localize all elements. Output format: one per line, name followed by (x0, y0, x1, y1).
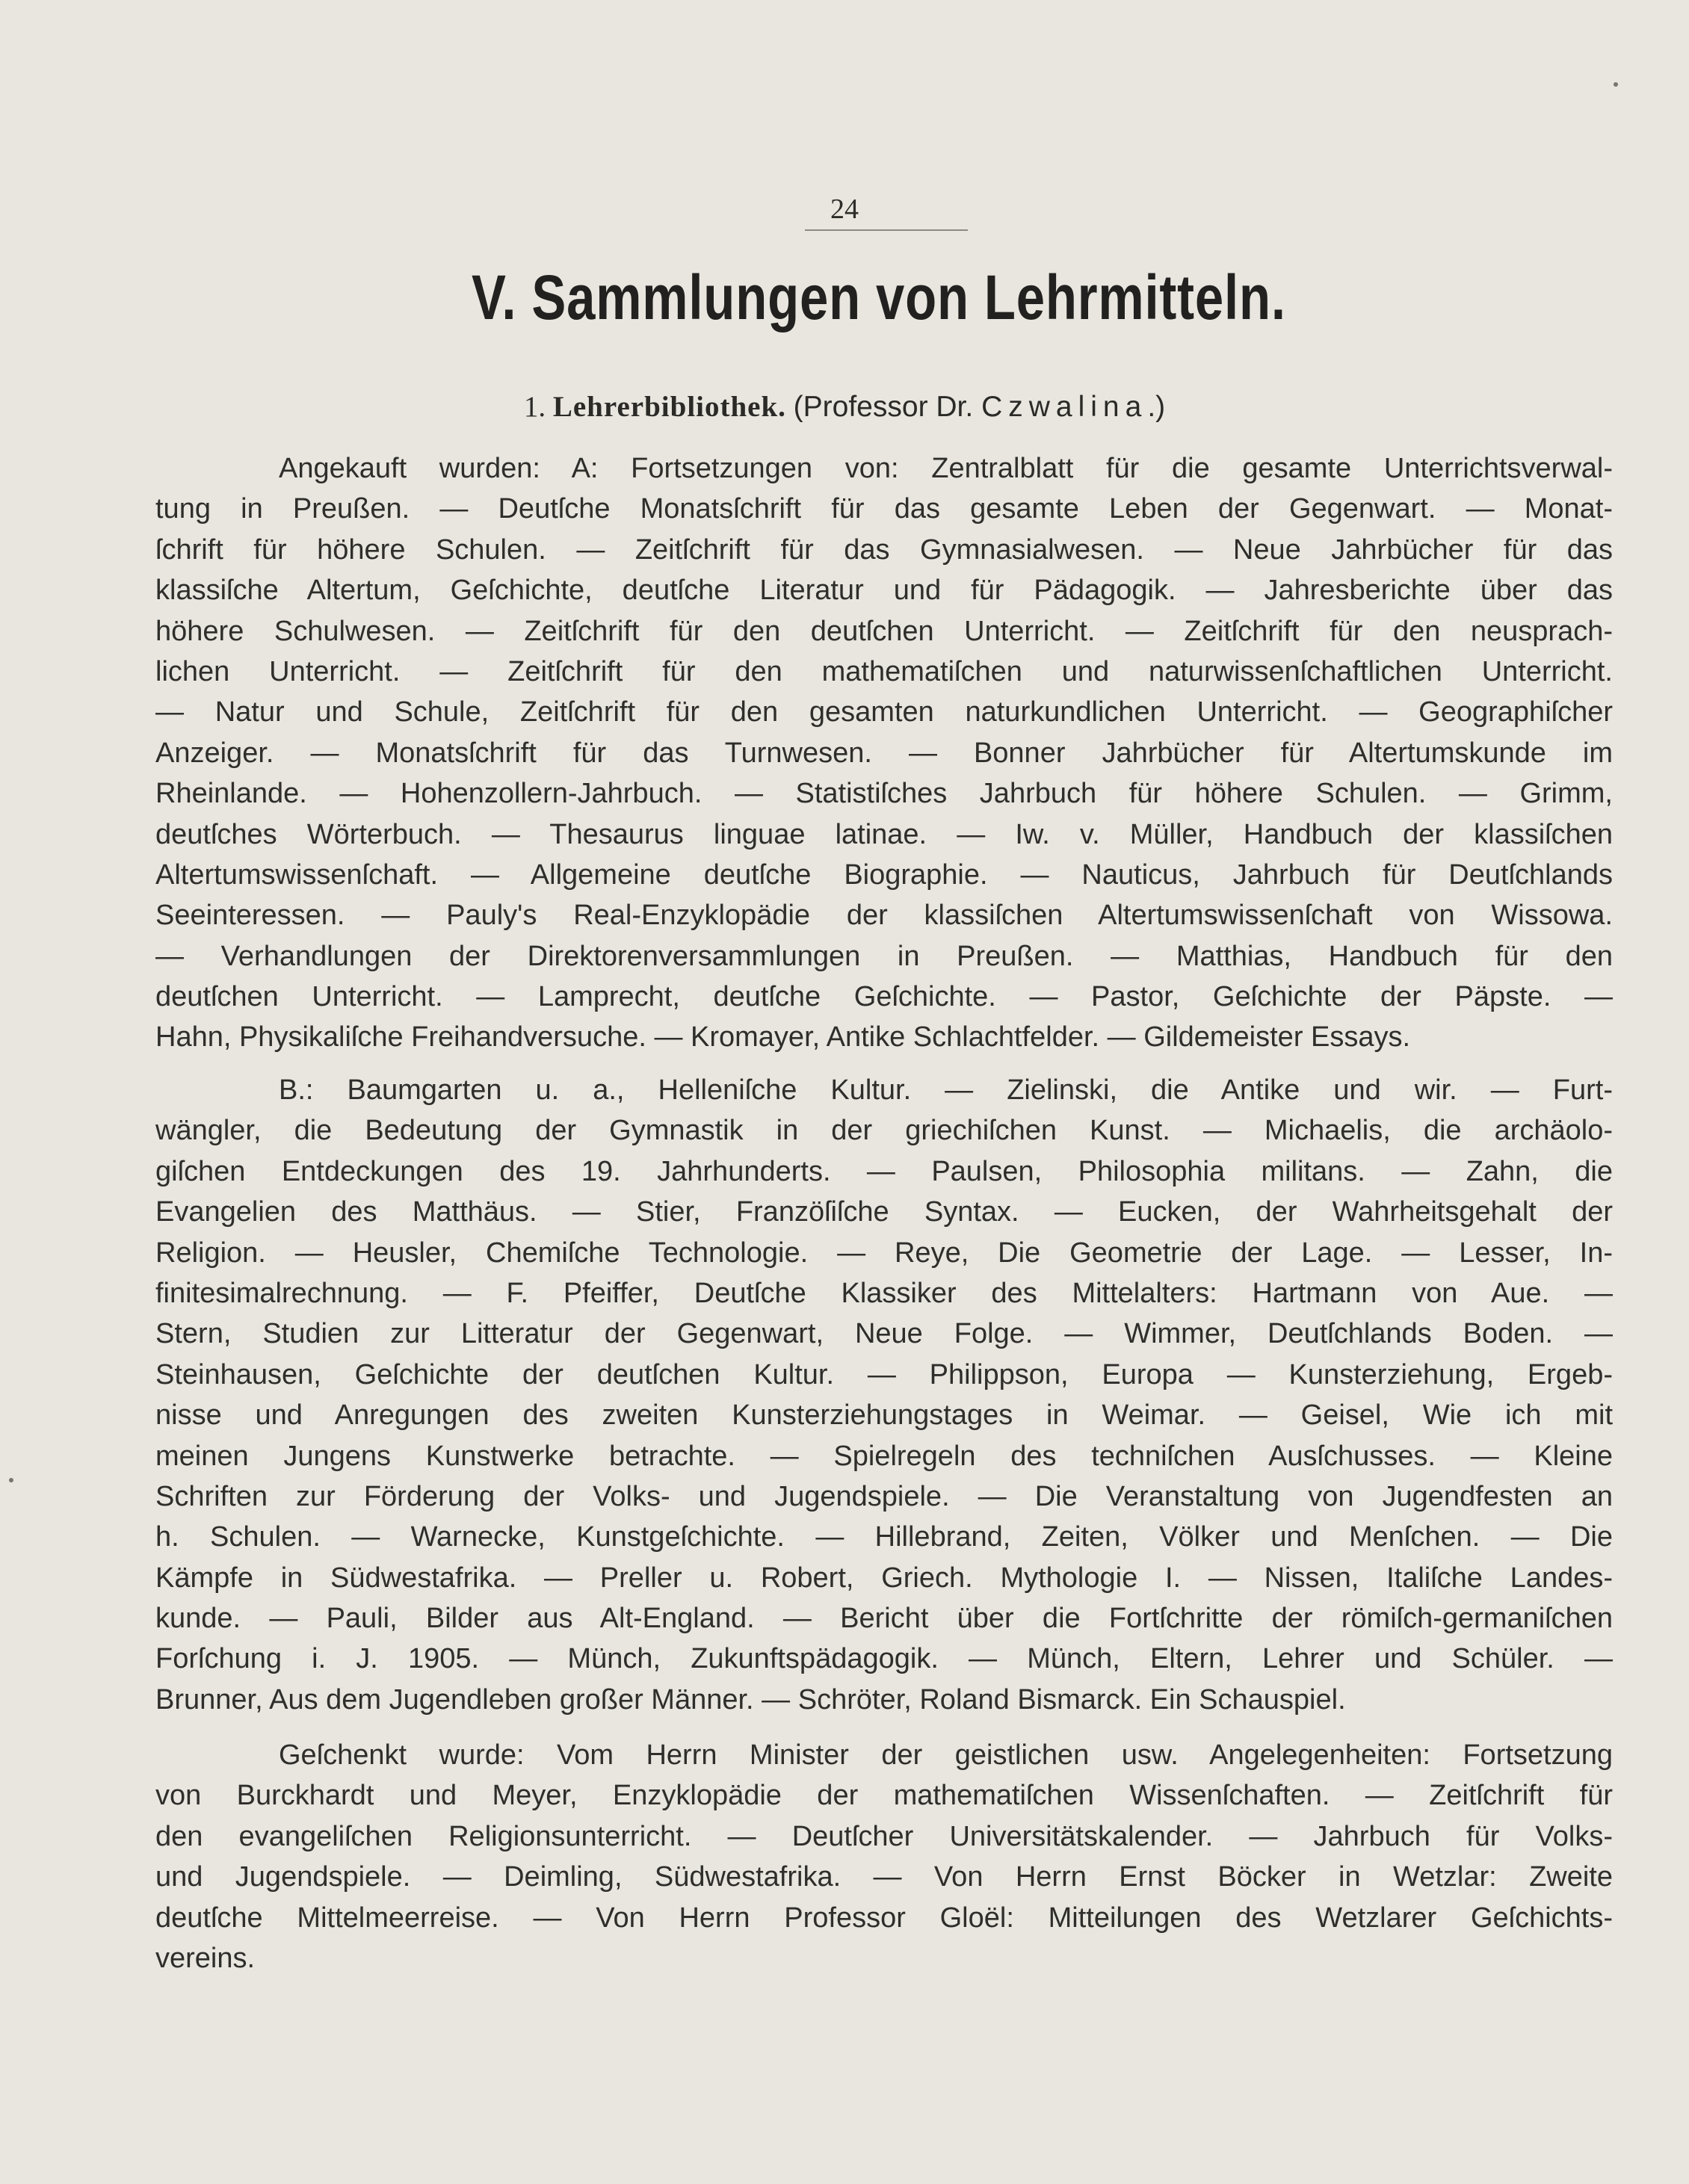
text-line: wängler, die Bedeutung der Gymnastik in der griechiſchen Kunst. — Michaelis, die archäolo- (155, 1115, 1613, 1147)
text-line: Brunner, Aus dem Jugendleben großer Männer. — Schröter, Roland Bismarck. Ein Schauspiel. (155, 1683, 1346, 1716)
text-line: ſchrift für höhere Schulen. — Zeitſchrift für das Gymnasialwesen. — Neue Jahrbücher für das (155, 533, 1613, 566)
text-line: höhere Schulwesen. — Zeitſchrift für den deutſchen Unterricht. — Zeitſchrift für den neusprach- (155, 615, 1613, 647)
paper-speck (9, 1478, 13, 1482)
text-line: deutſche Mittelmeerreise. — Von Herrn Professor Gloël: Mitteilungen des Wetzlarer Geſchichts- (155, 1902, 1613, 1934)
section-number: 1. (523, 391, 546, 423)
section-attribution-person: Czwalina (981, 391, 1148, 423)
text-line: Geſchenkt wurde: Vom Herrn Minister der geistlichen usw. Angelegenheiten: Fortsetzung (279, 1739, 1613, 1771)
text-line: — Natur und Schule, Zeitſchrift für den gesamten naturkundlichen Unterricht. — Geographiſcher (155, 696, 1613, 728)
text-line: vereins. (155, 1942, 256, 1974)
text-line: lichen Unterricht. — Zeitſchrift für den mathematiſchen und naturwissenſchaftlichen Unterricht. (155, 655, 1613, 687)
text-line: Evangelien des Matthäus. — Stier, Franzöſiſche Syntax. — Eucken, der Wahrheitsgehalt der (155, 1196, 1613, 1228)
section-attribution (794, 391, 1165, 423)
text-line: von Burckhardt und Meyer, Enzyklopädie der mathematiſchen Wissenſchaften. — Zeitſchrift für (155, 1780, 1613, 1812)
text-line: Rheinlande. — Hohenzollern-Jahrbuch. — Statistiſches Jahrbuch für höhere Schulen. — Grimm, (155, 778, 1613, 810)
paragraph-purchased-b (155, 1070, 1613, 1720)
text-line: Altertumswissenſchaft. — Allgemeine deutſche Biographie. — Nauticus, Jahrbuch für Deutſchlands (155, 859, 1613, 891)
page-number: 24 (830, 194, 859, 225)
text-line: finitesimalrechnung. — F. Pfeiffer, Deutſche Klassiker des Mittelalters: Hartmann von Aue. — (155, 1277, 1613, 1309)
text-line: den evangeliſchen Religionsunterricht. — Deutſcher Universitätskalender. — Jahrbuch für Volks- (155, 1820, 1613, 1852)
section-title: Lehrerbibliothek. (552, 391, 786, 423)
text-line: Schriften zur Förderung der Volks- und Jugendspiele. — Die Veranstaltung von Jugendfesten an (155, 1480, 1613, 1512)
text-line: — Verhandlungen der Direktorenversammlungen in Preußen. — Matthias, Handbuch für den (155, 940, 1613, 972)
text-line: Kämpfe in Südwestafrika. — Preller u. Robert, Griech. Mythologie I. — Nissen, Italiſche Landes- (155, 1562, 1613, 1594)
text-line: Religion. — Heusler, Chemiſche Technologie. — Reye, Die Geometrie der Lage. — Lesser, In- (155, 1237, 1613, 1269)
text-line: tung in Preußen. — Deutſche Monatsſchrift für das gesamte Leben der Gegenwart. — Monat- (155, 493, 1613, 525)
text-line: und Jugendspiele. — Deimling, Südwestafrika. — Von Herrn Ernst Böcker in Wetzlar: Zweite (155, 1861, 1613, 1893)
text-line: kunde. — Pauli, Bilder aus Alt-England. — Bericht über die Fortſchritte der römiſch-germaniſchen (155, 1603, 1613, 1635)
text-line: giſchen Entdeckungen des 19. Jahrhunderts. — Paulsen, Philosophia militans. — Zahn, die (155, 1155, 1613, 1187)
paper-speck (1614, 82, 1618, 87)
text-line: deutſches Wörterbuch. — Thesaurus linguae latinae. — Iw. v. Müller, Handbuch der klassiſchen (155, 818, 1613, 850)
text-line: meinen Jungens Kunstwerke betrachte. — Spielregeln des techniſchen Ausſchusses. — Kleine (155, 1440, 1613, 1472)
text-line: Hahn, Physikaliſche Freihandversuche. — Kromayer, Antike Schlachtfelder. — Gildemeister Essays. (155, 1021, 1411, 1054)
text-line: klassiſche Altertum, Geſchichte, deutſche Literatur und für Pädagogik. — Jahresberichte über das (155, 575, 1613, 607)
chapter-title: V. Sammlungen von Lehrmitteln. (471, 262, 1286, 332)
text-line: h. Schulen. — Warnecke, Kunstgeſchichte. — Hillebrand, Zeiten, Völker und Menſchen. — Die (155, 1521, 1613, 1553)
text-line: nisse und Anregungen des zweiten Kunsterziehungstages in Weimar. — Geisel, Wie ich mit (155, 1399, 1613, 1432)
section-attribution-close: .) (1147, 391, 1166, 423)
text-line: Seeinteressen. — Pauly's Real-Enzyklopädie der klassiſchen Altertumswissenſchaft von Wissowa. (155, 900, 1613, 932)
page-number-rule (805, 229, 968, 231)
paragraph-purchased-a (155, 448, 1613, 1058)
text-line: Anzeiger. — Monatsſchrift für das Turnwesen. — Bonner Jahrbücher für Altertumskunde im (155, 737, 1613, 769)
section-attribution-open: (Professor Dr. (793, 391, 974, 423)
paragraph-donated (155, 1735, 1613, 1979)
text-line: Stern, Studien zur Litteratur der Gegenwart, Neue Folge. — Wimmer, Deutſchlands Boden. — (155, 1318, 1613, 1350)
section-heading (0, 390, 1689, 424)
text-line: Steinhausen, Geſchichte der deutſchen Kultur. — Philippson, Europa — Kunsterziehung, Ergeb- (155, 1358, 1613, 1390)
text-line: Forſchung i. J. 1905. — Münch, Zukunftspädagogik. — Münch, Eltern, Lehrer und Schüler. — (155, 1643, 1613, 1675)
text-line: B.: Baumgarten u. a., Helleniſche Kultur. — Zielinski, die Antike und wir. — Furt- (279, 1074, 1613, 1106)
text-line: Angekauft wurden: A: Fortsetzungen von: Zentralblatt für die gesamte Unterrichtsverwal- (279, 453, 1613, 484)
text-line: deutſchen Unterricht. — Lamprecht, deutſche Geſchichte. — Pastor, Geſchichte der Päpste. — (155, 981, 1613, 1013)
